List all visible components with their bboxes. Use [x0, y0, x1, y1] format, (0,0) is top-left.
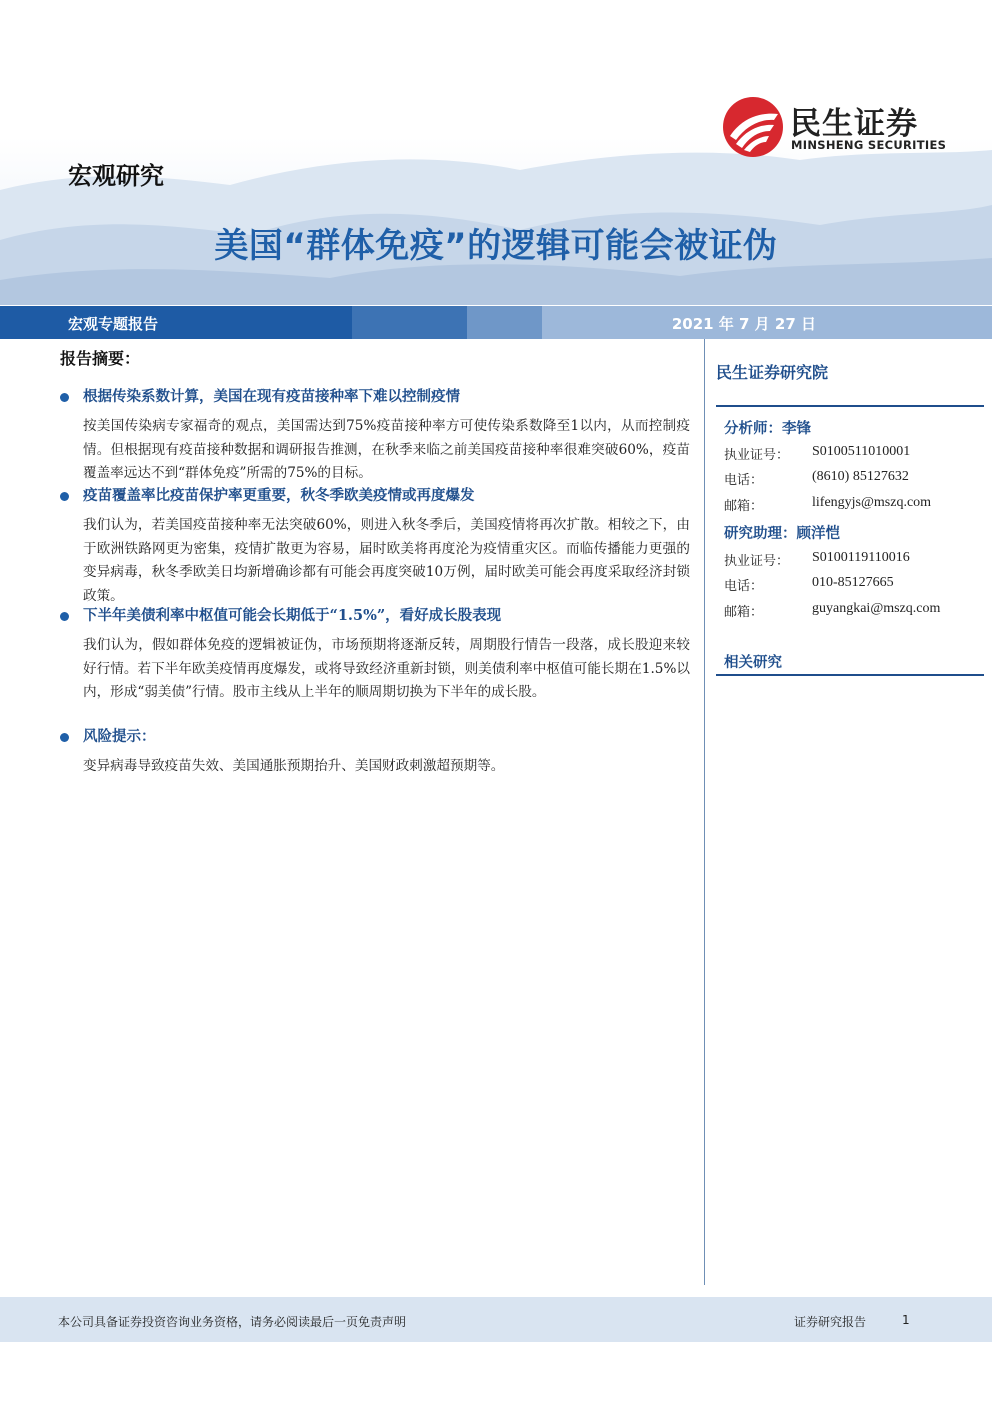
section-body: 变异病毒导致疫苗失效、美国通胀预期抬升、美国财政刺激超预期等。	[83, 758, 505, 774]
analyst-cert: S0100511010001	[812, 444, 911, 459]
abstract-section-3	[60, 606, 690, 705]
label: 执业证号：	[724, 554, 790, 569]
bullet-icon	[60, 393, 69, 402]
brand-logo	[722, 96, 962, 158]
footer-doc-type: 证券研究报告	[794, 1315, 867, 1329]
section-heading: 下半年美债利率中枢值可能会长期低于“1.5%”，看好成长股表现	[83, 607, 502, 624]
label: 邮箱：	[724, 605, 764, 620]
analyst-phone: (8610) 85127632	[812, 469, 909, 484]
bullet-icon	[60, 612, 69, 621]
abstract-section-1	[60, 387, 690, 486]
section-body: 我们认为，假如群体免疫的逻辑被证伪，市场预期将逐渐反转，周期股行情告一段落，成长股迎来较好行情。若下半年欧美疫情再度爆发，或将导致经济重新封锁，则美债利率中枢值可能长期在1.5%以内，形成“弱美债”行情。股市主线从上半年的顺周期切换为下半年的成长股。	[83, 637, 690, 700]
analyst-phone-row	[724, 469, 984, 488]
assistant-cert-row	[724, 550, 984, 569]
assistant-cert: S0100119110016	[812, 550, 910, 565]
abstract-title: 报告摘要：	[60, 349, 141, 368]
research-institute: 民生证券研究院	[716, 363, 829, 382]
sidebar-rule	[716, 405, 984, 407]
analyst-email-row	[724, 495, 984, 514]
related-research-heading: 相关研究	[724, 654, 782, 671]
analyst-cert-row	[724, 444, 984, 463]
bullet-icon	[60, 492, 69, 501]
report-date: 2021 年 7 月 27 日	[671, 315, 816, 333]
footer-disclaimer: 本公司具备证券投资咨询业务资格，请务必阅读最后一页免责声明	[58, 1315, 407, 1329]
sidebar-divider	[704, 339, 705, 1285]
assistant-email-row	[724, 601, 984, 620]
assistant-email[interactable]: guyangkai@mszq.com	[812, 601, 941, 616]
analyst-email[interactable]: lifengyjs@mszq.com	[812, 495, 932, 510]
label: 邮箱：	[724, 499, 764, 514]
label: 电话：	[724, 579, 764, 594]
section-heading: 疫苗覆盖率比疫苗保护率更重要，秋冬季欧美疫情或再度爆发	[83, 487, 475, 504]
sidebar-rule	[716, 674, 984, 676]
section-heading: 风险提示：	[83, 728, 156, 745]
logo-english-name: MINSHENG SECURITIES	[791, 138, 947, 152]
report-type-label: 宏观专题报告	[68, 315, 159, 333]
bullet-icon	[60, 733, 69, 742]
abstract-section-risk	[60, 727, 690, 779]
report-category: 宏观研究	[68, 162, 164, 190]
section-heading: 根据传染系数计算，美国在现有疫苗接种率下难以控制疫情	[83, 388, 460, 405]
assistant-heading: 研究助理：顾洋恺	[724, 525, 840, 542]
section-body: 我们认为，若美国疫苗接种率无法突破60%，则进入秋冬季后，美国疫情将再次扩散。相较之下，由于欧洲铁路网更为密集，疫情扩散更为容易，届时欧美将再度沦为疫情重灾区。而临传播能力更强的变异病毒，秋冬季欧美日均新增确诊都有可能会再度突破10万例，届时欧美可能会再度采取经济封锁政策。	[83, 517, 690, 604]
assistant-phone-row	[724, 575, 984, 594]
label: 执业证号：	[724, 448, 790, 463]
logo-chinese-name: 民生证券	[790, 106, 918, 142]
assistant-phone: 010-85127665	[812, 575, 894, 590]
abstract-section-2	[60, 486, 690, 608]
minsheng-logo-icon	[722, 96, 784, 158]
report-title: 美国“群体免疫”的逻辑可能会被证伪	[214, 226, 778, 266]
section-body: 按美国传染病专家福奇的观点，美国需达到75%疫苗接种率方可使传染系数降至1以内，从而控制疫情。但根据现有疫苗接种数据和调研报告推测，在秋季来临之前美国疫苗接种率很难突破60%，疫苗覆盖率远达不到“群体免疫”所需的75%的目标。	[83, 418, 690, 481]
label: 电话：	[724, 473, 764, 488]
page-number: 1	[902, 1313, 910, 1327]
analyst-heading: 分析师：李锋	[724, 420, 811, 437]
